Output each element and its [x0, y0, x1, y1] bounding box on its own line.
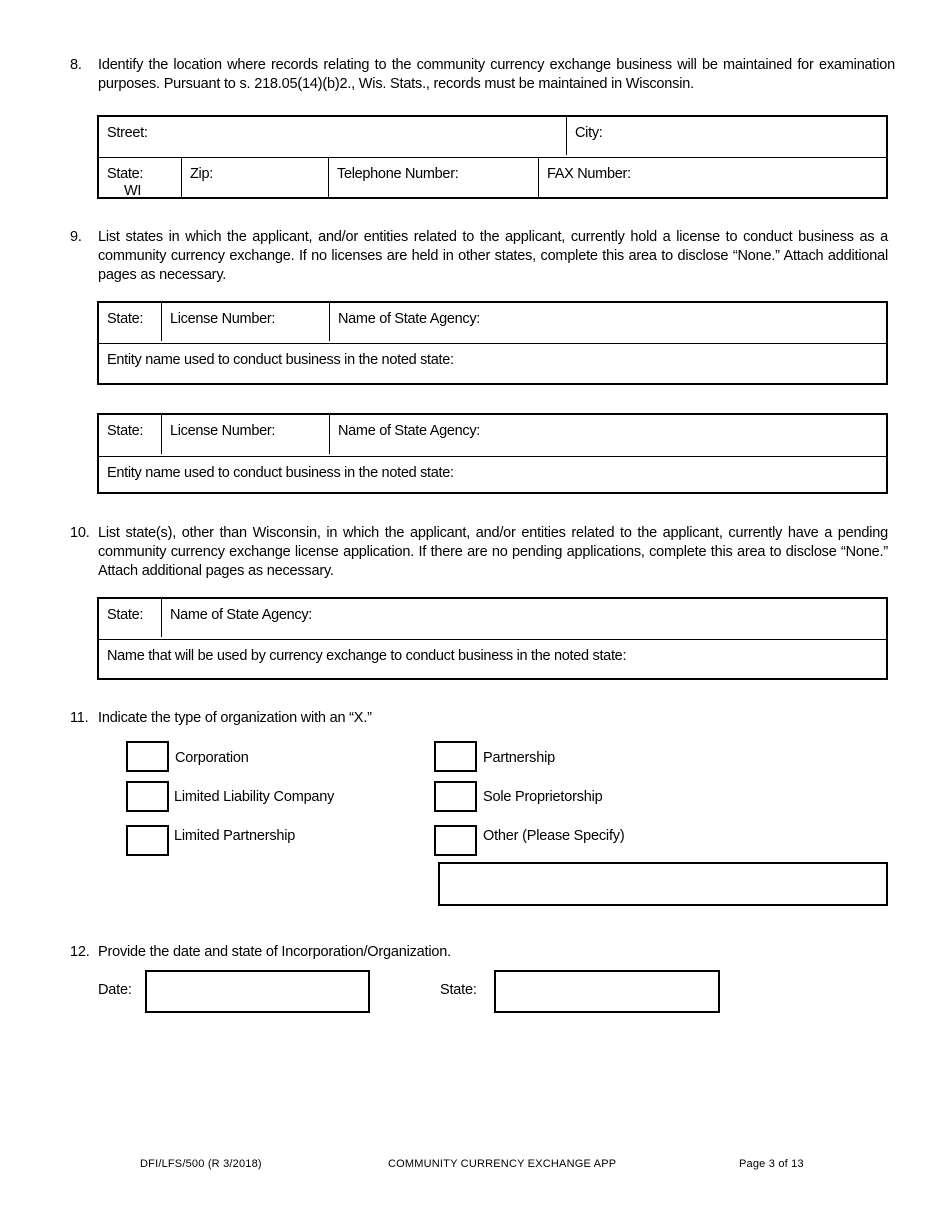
question-9-text: List states in which the applicant, and/or entities related to the applicant, currently hold a license to conduct business as a community currency exchange. If no licenses are held in other states, complete this area to disclose “None.” Attach additional pages as necessary. — [98, 229, 888, 283]
question-12-number: 12. — [70, 944, 90, 960]
entity-name-field[interactable] — [99, 457, 887, 493]
entity-name-label: Entity name used to conduct business in the noted state: — [107, 465, 454, 481]
llc-label: Limited Liability Company — [174, 789, 335, 805]
limited-partnership-label: Limited Partnership — [174, 828, 296, 844]
state-label: State: — [107, 166, 144, 182]
license-number-field[interactable] — [162, 415, 329, 456]
partnership-checkbox[interactable] — [434, 741, 477, 772]
fax-field[interactable] — [539, 158, 887, 199]
footer-form-id: DFI/LFS/500 (R 3/2018) — [140, 1158, 262, 1170]
license-state-field[interactable] — [99, 303, 161, 343]
business-name-label: Name that will be used by currency exchange to conduct business in the noted state: — [107, 648, 627, 664]
incorporation-state-label: State: — [440, 982, 477, 998]
state-value: WI — [124, 183, 142, 199]
license-agency-field[interactable] — [330, 415, 887, 456]
question-11-number: 11. — [70, 710, 89, 726]
license-state-field[interactable] — [99, 415, 161, 456]
date-field[interactable] — [145, 970, 370, 1013]
question-10-text: List state(s), other than Wisconsin, in which the applicant, and/or entities related to the applicant, currently have a pending community currency exchange license application. If there are no pending applications, complete this area to disclose “None.” Attach additional pages as necessary. — [98, 525, 888, 579]
zip-label: Zip: — [190, 166, 213, 182]
zip-field[interactable] — [182, 158, 328, 199]
corporation-checkbox[interactable] — [126, 741, 169, 772]
license-state-label: State: — [107, 311, 144, 327]
question-11-text: Indicate the type of organization with an “X.” — [98, 710, 372, 726]
question-8-text: Identify the location where records relating to the community currency exchange business will be maintained for examination purposes. Pursuant to s. 218.05(14)(b)2., Wis. Stats., records must be maintained in Wisconsin. — [98, 57, 895, 92]
telephone-label: Telephone Number: — [337, 166, 459, 182]
records-location-table — [97, 115, 888, 199]
license-number-label: License Number: — [170, 311, 276, 327]
license-table-1 — [97, 301, 888, 385]
limited-partnership-checkbox[interactable] — [126, 825, 169, 856]
entity-name-label: Entity name used to conduct business in the noted state: — [107, 352, 454, 368]
license-agency-label: Name of State Agency: — [338, 423, 481, 439]
license-number-label: License Number: — [170, 423, 276, 439]
fax-label: FAX Number: — [547, 166, 631, 182]
entity-name-field[interactable] — [99, 344, 887, 384]
business-name-field[interactable] — [99, 640, 887, 679]
license-number-field[interactable] — [162, 303, 329, 343]
pending-application-table — [97, 597, 888, 680]
license-state-label: State: — [107, 423, 144, 439]
sole-proprietorship-label: Sole Proprietorship — [483, 789, 603, 805]
question-10-number: 10. — [70, 525, 90, 541]
other-specify-field[interactable] — [438, 862, 888, 906]
date-label: Date: — [98, 982, 132, 998]
license-agency-label: Name of State Agency: — [338, 311, 481, 327]
llc-checkbox[interactable] — [126, 781, 169, 812]
pending-agency-label: Name of State Agency: — [170, 607, 313, 623]
footer-title: COMMUNITY CURRENCY EXCHANGE APP — [388, 1158, 617, 1170]
incorporation-state-field[interactable] — [494, 970, 720, 1013]
pending-state-field[interactable] — [99, 599, 161, 639]
telephone-field[interactable] — [329, 158, 538, 199]
street-field[interactable] — [99, 117, 566, 157]
city-label: City: — [575, 125, 603, 141]
partnership-label: Partnership — [483, 750, 555, 766]
corporation-label: Corporation — [175, 750, 249, 766]
license-table-2 — [97, 413, 888, 494]
license-agency-field[interactable] — [330, 303, 887, 343]
question-8-number: 8. — [70, 57, 82, 73]
question-12-text: Provide the date and state of Incorporation/Organization. — [98, 944, 451, 960]
pending-agency-field[interactable] — [162, 599, 887, 639]
other-label: Other (Please Specify) — [483, 828, 625, 844]
question-9-number: 9. — [70, 229, 82, 245]
city-field[interactable] — [567, 117, 887, 157]
state-field[interactable] — [99, 158, 181, 199]
footer-page-number: Page 3 of 13 — [739, 1158, 804, 1170]
pending-state-label: State: — [107, 607, 144, 623]
other-checkbox[interactable] — [434, 825, 477, 856]
sole-proprietorship-checkbox[interactable] — [434, 781, 477, 812]
street-label: Street: — [107, 125, 148, 141]
